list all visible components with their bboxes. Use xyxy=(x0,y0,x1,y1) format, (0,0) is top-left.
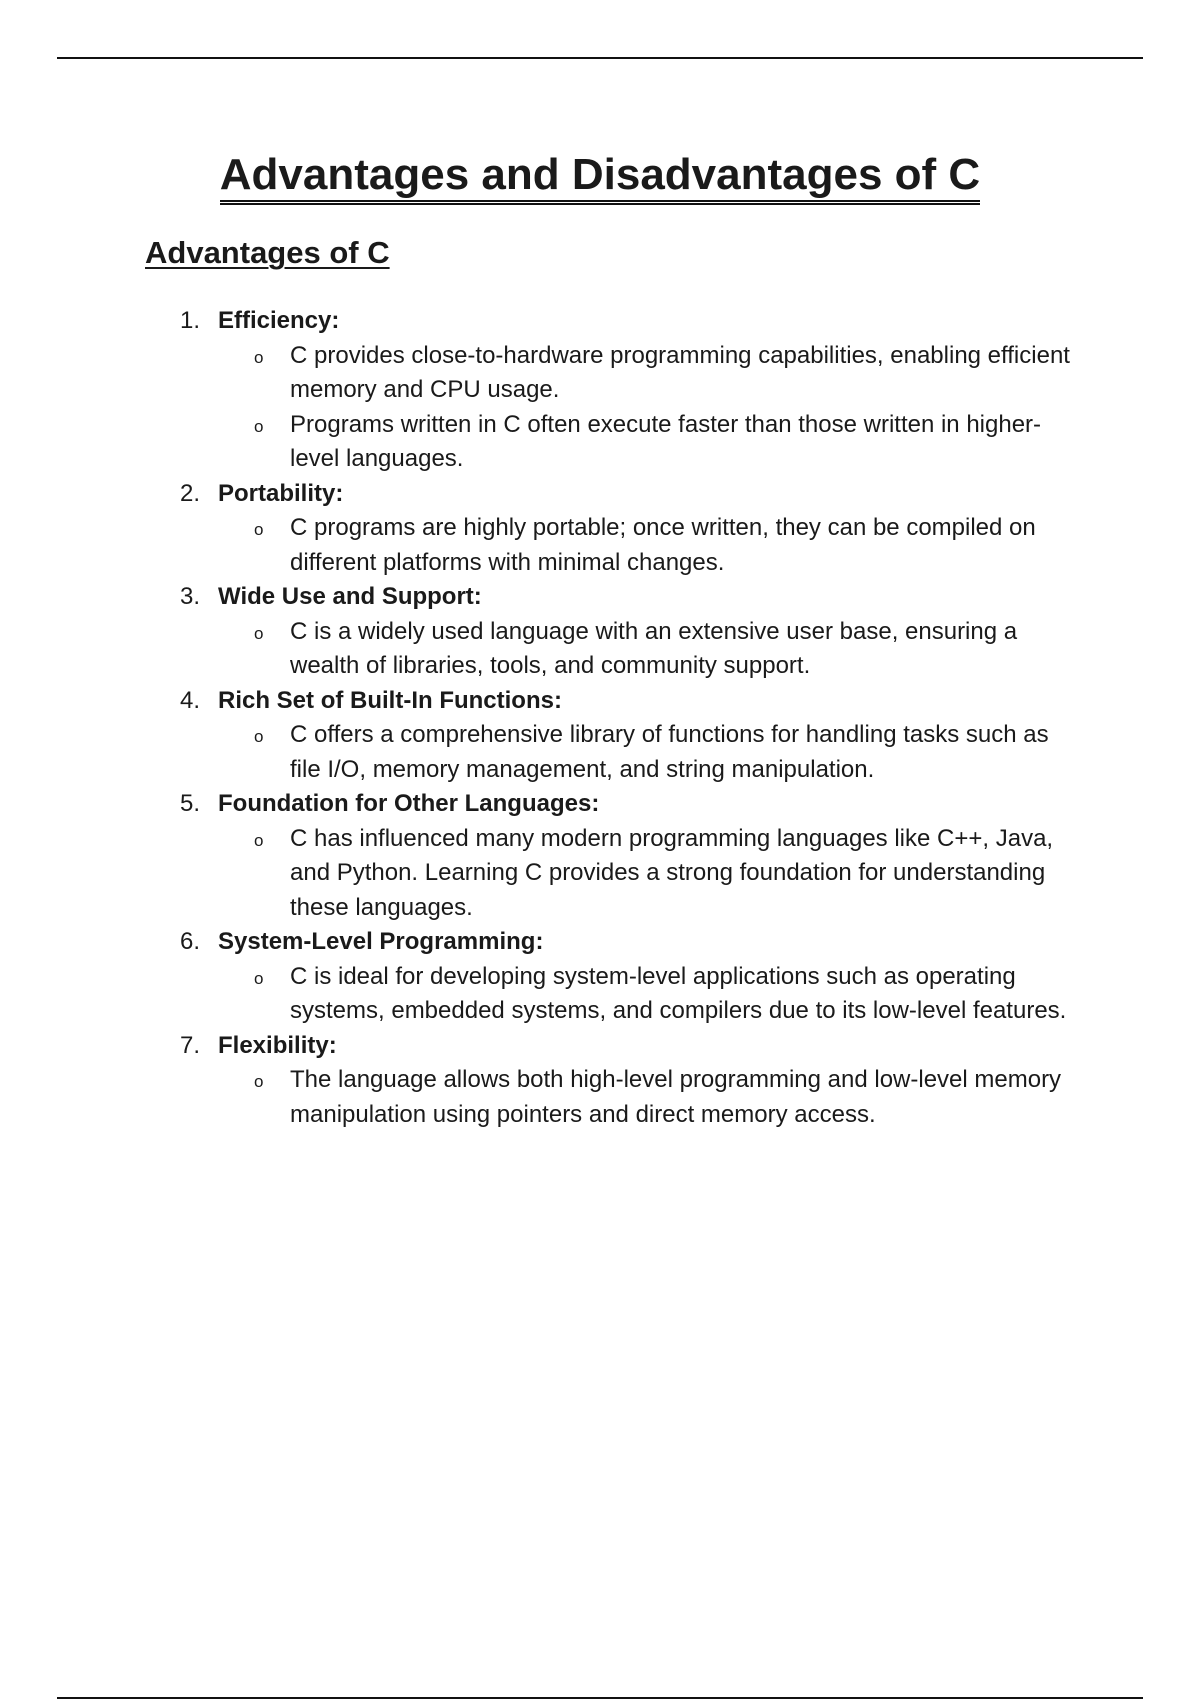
footer-rule xyxy=(57,1697,1143,1699)
list-item-number: 7. xyxy=(180,1031,201,1059)
list-item-title: Portability: xyxy=(218,479,344,507)
bullet-marker: o xyxy=(254,416,264,436)
bullet-item xyxy=(0,615,1200,684)
list-item-title: Foundation for Other Languages: xyxy=(218,790,600,817)
list-item-title: Rich Set of Built-In Functions: xyxy=(218,686,562,714)
list-item xyxy=(0,787,1200,925)
bullet-list xyxy=(0,511,1200,580)
list-item-number: 4. xyxy=(180,686,201,714)
list-item-heading xyxy=(0,684,1200,719)
list-item-title: Efficiency: xyxy=(218,307,340,334)
list-item xyxy=(0,580,1200,684)
bullet-marker: o xyxy=(254,520,264,539)
list-item-title: Flexibility: xyxy=(218,1031,337,1059)
bullet-text: C has influenced many modern programming languages like C++, Java, and Python. Learning C provides a strong foundation for understanding these languages. xyxy=(290,824,1054,921)
bullet-marker: o xyxy=(254,623,264,643)
list-item xyxy=(0,925,1200,1029)
bullet-text: C offers a comprehensive library of functions for handling tasks such as file I/O, memory management, and string manipulation. xyxy=(290,721,1049,783)
bullet-list xyxy=(0,960,1200,1029)
list-item xyxy=(0,1029,1200,1133)
list-item-heading xyxy=(0,580,1200,615)
list-item-heading xyxy=(0,477,1200,512)
list-item-heading xyxy=(0,304,1200,339)
bullet-list xyxy=(0,615,1200,684)
bullet-list xyxy=(0,718,1200,787)
bullet-item xyxy=(0,1063,1200,1132)
bullet-list xyxy=(0,822,1200,926)
bullet-item xyxy=(0,960,1200,1029)
list-item xyxy=(0,304,1200,477)
bullet-marker: o xyxy=(254,830,264,850)
bullet-item xyxy=(0,339,1200,408)
bullet-text: Programs written in C often execute faster than those written in higher-level languages. xyxy=(290,410,1042,472)
bullet-marker: o xyxy=(254,727,264,746)
bullet-marker: o xyxy=(254,968,264,988)
list-item xyxy=(0,477,1200,581)
bullet-text: C provides close-to-hardware programming capabilities, enabling efficient memory and CPU usage. xyxy=(290,341,1070,403)
list-item-number: 2. xyxy=(180,479,201,507)
bullet-text: C programs are highly portable; once written, they can be compiled on different platforms with minimal changes. xyxy=(290,514,1036,576)
list-item-title: Wide Use and Support: xyxy=(218,583,482,610)
list-item-title: System-Level Programming: xyxy=(218,928,544,955)
bullet-list xyxy=(0,1063,1200,1132)
list-item-heading xyxy=(0,787,1200,822)
document-title-text: Advantages and Disadvantages of C xyxy=(220,150,980,205)
list-item xyxy=(0,684,1200,788)
list-item-heading xyxy=(0,1029,1200,1064)
list-item-number: 6. xyxy=(180,928,201,955)
document-title xyxy=(0,145,1200,205)
bullet-item xyxy=(0,511,1200,580)
list-item-number: 3. xyxy=(180,583,201,610)
bullet-marker: o xyxy=(254,1072,264,1091)
advantages-list xyxy=(0,304,1200,1132)
list-item-number: 5. xyxy=(180,790,201,817)
header-rule xyxy=(57,57,1143,59)
bullet-item xyxy=(0,822,1200,926)
bullet-text: C is a widely used language with an extensive user base, ensuring a wealth of libraries, tools, and community support. xyxy=(290,617,1018,679)
bullet-text: The language allows both high-level programming and low-level memory manipulation using pointers and direct memory access. xyxy=(290,1066,1062,1128)
bullet-item xyxy=(0,718,1200,787)
bullet-marker: o xyxy=(254,347,264,367)
list-item-number: 1. xyxy=(180,307,201,334)
bullet-item xyxy=(0,408,1200,477)
bullet-list xyxy=(0,339,1200,477)
section-heading: Advantages of C xyxy=(145,235,390,270)
list-item-heading xyxy=(0,925,1200,960)
bullet-text: C is ideal for developing system-level applications such as operating systems, embedded systems, and compilers due to its low-level features. xyxy=(290,962,1067,1024)
